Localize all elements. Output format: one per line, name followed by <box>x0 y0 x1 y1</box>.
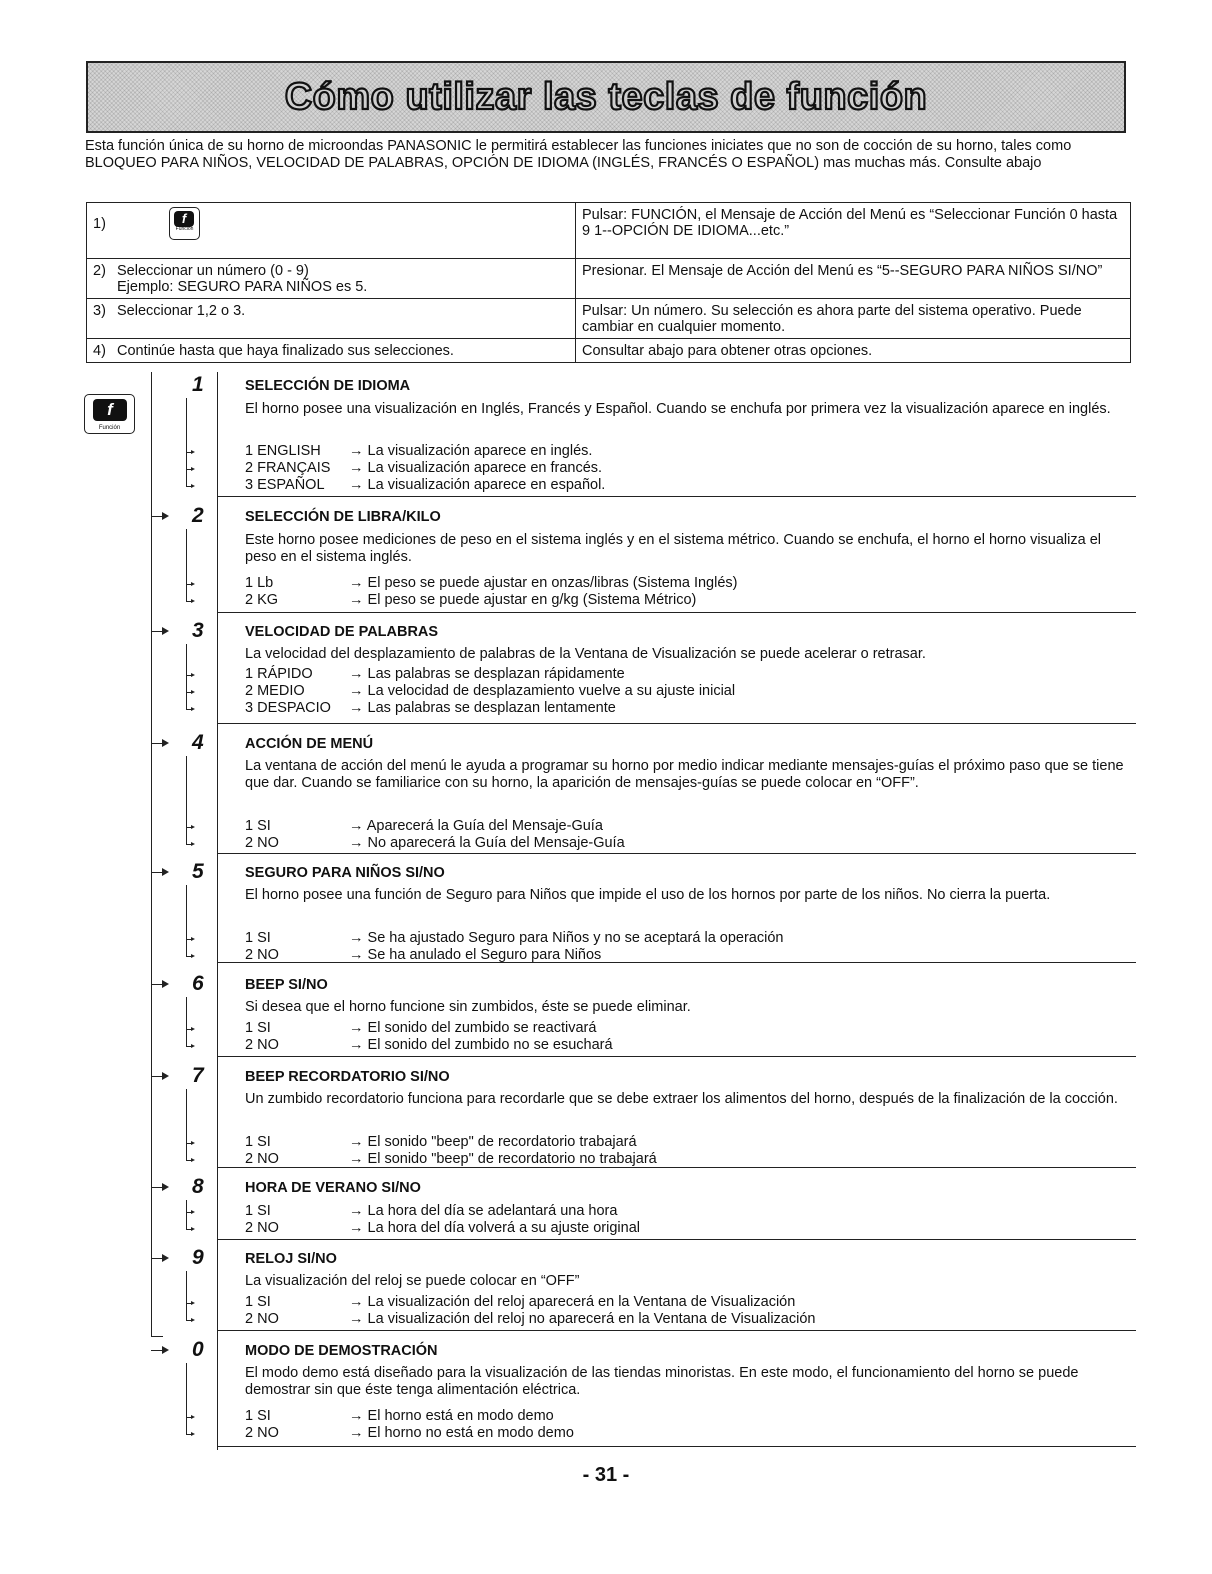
step-number: 3) <box>93 303 106 319</box>
option-key: 2 FRANÇAIS <box>245 460 331 476</box>
option-item <box>245 443 592 460</box>
option-digit: 5 <box>192 860 204 883</box>
option-branch-line <box>186 398 187 486</box>
step-1-left <box>87 203 576 259</box>
step-number: 2) <box>93 263 106 279</box>
steps-table <box>86 202 1131 363</box>
option-value: El peso se puede ajustar en g/kg (Sistema Métrico) <box>367 592 697 608</box>
option-title: SELECCIÓN DE LIBRA/KILO <box>245 509 441 525</box>
arrow-glyph: → <box>349 930 364 946</box>
option-key: 2 NO <box>245 1425 279 1441</box>
arrow-glyph: → <box>349 1203 364 1219</box>
option-digit: 0 <box>192 1338 204 1361</box>
option-arrow-icon <box>191 1210 195 1214</box>
option-arrow-icon <box>191 707 195 711</box>
option-item <box>245 930 783 947</box>
branch-arrow-icon <box>162 1072 169 1080</box>
option-separator <box>218 1167 1136 1168</box>
option-digit: 8 <box>192 1175 204 1198</box>
step-row-4 <box>87 339 1131 363</box>
option-digit: 4 <box>192 731 204 754</box>
branch-arrow-icon <box>162 627 169 635</box>
option-arrow-icon <box>191 1301 195 1305</box>
option-item <box>245 1311 815 1328</box>
function-option-9 <box>0 1246 1212 1335</box>
option-description: La ventana de acción del menú le ayuda a programar su horno por medio indicar mediante mensajes-guías el próximo paso que se tiene que dar. Cuando se familiarice con su horno, la aparición de mensajes-guías se puede colocar en “OFF”. <box>245 758 1124 791</box>
option-separator <box>218 1239 1136 1240</box>
option-key: 3 ESPAÑOL <box>245 477 325 493</box>
option-value: La visualización aparece en francés. <box>367 460 603 476</box>
step-4-right: Consultar abajo para obtener otras opciones. <box>576 339 1131 363</box>
branch-arrow-icon <box>162 1254 169 1262</box>
step-row-1 <box>87 203 1131 259</box>
option-arrow-icon <box>191 1158 195 1162</box>
option-value: La visualización del reloj aparecerá en la Ventana de Visualización <box>367 1294 796 1310</box>
function-key-caption: Función <box>175 226 194 232</box>
option-separator <box>218 1330 1136 1331</box>
option-arrow-icon <box>191 1227 195 1231</box>
option-arrow-icon <box>191 467 195 471</box>
option-branch-line <box>186 1363 187 1434</box>
function-option-0 <box>0 1338 1212 1451</box>
title-banner <box>86 61 1126 133</box>
option-digit: 3 <box>192 619 204 642</box>
option-value: Aparecerá la Guía del Mensaje-Guía <box>366 818 603 834</box>
arrow-glyph: → <box>349 666 364 682</box>
option-description: La velocidad del desplazamiento de palabras de la Ventana de Visualización se puede acelerar o retrasar. <box>245 646 926 662</box>
option-description: Si desea que el horno funcione sin zumbidos, éste se puede eliminar. <box>245 999 691 1015</box>
step-1-right: Pulsar: FUNCIÓN, el Mensaje de Acción del Menú es “Seleccionar Función 0 hasta 9 1--OPCIÓN DE IDIOMA...etc.” <box>576 203 1131 259</box>
option-arrow-icon <box>191 599 195 603</box>
option-branch-line <box>186 644 187 709</box>
step-4-left <box>87 339 576 363</box>
option-item <box>245 1020 596 1037</box>
arrow-glyph: → <box>349 1220 364 1236</box>
function-option-2 <box>0 504 1212 617</box>
option-value: La hora del día se adelantará una hora <box>367 1203 618 1219</box>
arrow-glyph: → <box>349 477 364 493</box>
option-key: 1 SI <box>245 1294 271 1310</box>
option-branch-line <box>186 1089 187 1160</box>
arrow-glyph: → <box>349 1311 364 1327</box>
option-key: 2 NO <box>245 1311 279 1327</box>
function-key-glyph: f <box>93 399 127 421</box>
option-description: La visualización del reloj se puede colocar en “OFF” <box>245 1273 580 1289</box>
option-item <box>245 1294 795 1311</box>
option-title: VELOCIDAD DE PALABRAS <box>245 624 439 640</box>
option-value: La velocidad de desplazamiento vuelve a su ajuste inicial <box>367 683 736 699</box>
step-2-text: Seleccionar un número (0 - 9) <box>117 263 309 279</box>
option-title: SELECCIÓN DE IDIOMA <box>245 378 411 394</box>
option-title: MODO DE DEMOSTRACIÓN <box>245 1343 438 1359</box>
option-arrow-icon <box>191 1027 195 1031</box>
branch-arrow-icon <box>162 739 169 747</box>
arrow-glyph: → <box>349 1134 364 1150</box>
option-item <box>245 835 625 852</box>
arrow-glyph: → <box>349 947 364 963</box>
option-key: 1 SI <box>245 1203 271 1219</box>
branch-arrow-icon <box>162 512 169 520</box>
option-separator <box>218 496 1136 497</box>
option-value: El peso se puede ajustar en onzas/libras (Sistema Inglés) <box>367 575 738 591</box>
option-separator <box>218 853 1136 854</box>
option-key: 1 SI <box>245 1134 271 1150</box>
step-2-right: Presionar. El Mensaje de Acción del Menú es “5--SEGURO PARA NIÑOS SI/NO” <box>576 259 1131 299</box>
option-title: SEGURO PARA NIÑOS SI/NO <box>245 865 445 881</box>
option-value: La visualización del reloj no aparecerá en la Ventana de Visualización <box>367 1311 816 1327</box>
option-key: 1 SI <box>245 818 271 834</box>
option-description: Este horno posee mediciones de peso en el sistema inglés y en el sistema métrico. Cuando se enchufa, el horno el horno visualiza el peso en el sistema inglés. <box>245 532 1101 565</box>
option-key: 2 NO <box>245 947 279 963</box>
arrow-glyph: → <box>349 460 364 476</box>
option-arrow-icon <box>191 1044 195 1048</box>
option-item <box>245 1151 657 1168</box>
option-arrow-icon <box>191 954 195 958</box>
option-digit: 9 <box>192 1246 204 1269</box>
option-digit: 7 <box>192 1064 204 1087</box>
option-value: Las palabras se desplazan lentamente <box>367 700 616 716</box>
option-digit: 2 <box>192 504 204 527</box>
branch-arrow-icon <box>162 868 169 876</box>
arrow-glyph: → <box>349 835 364 851</box>
option-key: 2 NO <box>245 835 279 851</box>
step-4-text: Continúe hasta que haya finalizado sus selecciones. <box>117 343 454 359</box>
option-title: BEEP SI/NO <box>245 977 328 993</box>
step-2-example: Ejemplo: SEGURO PARA NIÑOS es 5. <box>117 279 368 295</box>
option-branch-line <box>186 885 187 956</box>
option-branch-line <box>186 756 187 844</box>
option-branch-line <box>186 1200 187 1229</box>
option-key: 1 Lb <box>245 575 274 591</box>
option-separator <box>218 1446 1136 1447</box>
branch-arrow-icon <box>162 980 169 988</box>
option-value: Las palabras se desplazan rápidamente <box>367 666 625 682</box>
option-title: RELOJ SI/NO <box>245 1251 337 1267</box>
option-arrow-icon <box>191 450 195 454</box>
option-arrow-icon <box>191 1432 195 1436</box>
option-arrow-icon <box>191 582 195 586</box>
option-digit: 6 <box>192 972 204 995</box>
option-separator <box>218 962 1136 963</box>
option-separator <box>218 612 1136 613</box>
option-key: 1 SI <box>245 1408 271 1424</box>
option-value: Se ha ajustado Seguro para Niños y no se aceptará la operación <box>367 930 784 946</box>
option-value: La visualización aparece en inglés. <box>367 443 593 459</box>
function-option-3 <box>0 619 1212 728</box>
option-item <box>245 683 735 700</box>
step-3-right: Pulsar: Un número. Su selección es ahora parte del sistema operativo. Puede cambiar en cualquier momento. <box>576 299 1131 339</box>
option-key: 1 ENGLISH <box>245 443 321 459</box>
function-option-7 <box>0 1064 1212 1172</box>
function-option-5 <box>0 860 1212 967</box>
option-branch-line <box>186 997 187 1046</box>
option-separator <box>218 723 1136 724</box>
arrow-glyph: → <box>349 575 364 591</box>
option-value: El horno está en modo demo <box>367 1408 554 1424</box>
option-value: El horno no está en modo demo <box>367 1425 574 1441</box>
option-item <box>245 1220 640 1237</box>
flow-trunk-hook <box>151 1336 163 1337</box>
arrow-glyph: → <box>349 818 364 834</box>
step-3-text: Seleccionar 1,2 o 3. <box>117 303 246 319</box>
option-title: BEEP RECORDATORIO SI/NO <box>245 1069 450 1085</box>
option-key: 2 NO <box>245 1037 279 1053</box>
step-2-left <box>87 259 576 299</box>
option-arrow-icon <box>191 673 195 677</box>
option-arrow-icon <box>191 484 195 488</box>
function-option-6 <box>0 972 1212 1061</box>
option-value: Se ha anulado el Seguro para Niños <box>367 947 602 963</box>
option-arrow-icon <box>191 937 195 941</box>
branch-arrow-icon <box>162 1346 169 1354</box>
intro-paragraph: Esta función única de su horno de microondas PANASONIC le permitirá establecer las funciones iniciates que no son de cocción de su horno, tales como BLOQUEO PARA NIÑOS, VELOCIDAD DE PALABRAS, OPCIÓN DE IDIOMA (INGLÉS, FRANCÉS O ESPAÑOL) mas muchas más. Consulte abajo <box>85 138 1072 171</box>
step-3-left <box>87 299 576 339</box>
function-option-4 <box>0 731 1212 858</box>
option-arrow-icon <box>191 1141 195 1145</box>
option-item <box>245 1134 637 1151</box>
option-arrow-icon <box>191 690 195 694</box>
option-item <box>245 1037 613 1054</box>
option-item <box>245 666 625 683</box>
option-item <box>245 700 616 717</box>
option-item <box>245 1408 554 1425</box>
page-title: Cómo utilizar las teclas de función <box>284 75 928 118</box>
option-value: No aparecerá la Guía del Mensaje-Guía <box>367 835 625 851</box>
option-value: El sonido "beep" de recordatorio trabajará <box>367 1134 637 1150</box>
arrow-glyph: → <box>349 1408 364 1424</box>
option-description: El horno posee una visualización en Inglés, Francés y Español. Cuando se enchufa por primera vez la visualización aparece en inglés. <box>245 401 1111 417</box>
arrow-glyph: → <box>349 1294 364 1310</box>
page-number: - 31 - <box>582 1464 630 1486</box>
option-arrow-icon <box>191 1415 195 1419</box>
step-row-2 <box>87 259 1131 299</box>
arrow-glyph: → <box>349 443 364 459</box>
option-item <box>245 575 737 592</box>
function-key-glyph: f <box>174 211 194 227</box>
option-item <box>245 460 602 477</box>
function-option-1 <box>0 373 1212 501</box>
option-key: 1 SI <box>245 1020 271 1036</box>
arrow-glyph: → <box>349 1425 364 1441</box>
step-number: 4) <box>93 343 106 359</box>
option-title: HORA DE VERANO SI/NO <box>245 1180 421 1196</box>
step-row-3 <box>87 299 1131 339</box>
option-title: ACCIÓN DE MENÚ <box>245 736 374 752</box>
option-item <box>245 818 603 835</box>
option-key: 3 DESPACIO <box>245 700 331 716</box>
arrow-glyph: → <box>349 1037 364 1053</box>
step-number: 1) <box>93 216 106 232</box>
option-value: La hora del día volverá a su ajuste original <box>367 1220 640 1236</box>
option-arrow-icon <box>191 1318 195 1322</box>
option-key: 2 MEDIO <box>245 683 305 699</box>
option-branch-line <box>186 1271 187 1320</box>
option-value: El sonido del zumbido no se esuchará <box>367 1037 613 1053</box>
arrow-glyph: → <box>349 700 364 716</box>
option-digit: 1 <box>192 373 204 396</box>
option-value: La visualización aparece en español. <box>367 477 606 493</box>
option-description: Un zumbido recordatorio funciona para recordarle que se debe extraer los alimentos del horno, después de la finalización de la cocción. <box>245 1091 1118 1107</box>
arrow-glyph: → <box>349 1020 364 1036</box>
option-separator <box>218 1056 1136 1057</box>
function-key-caption: Función <box>98 425 121 431</box>
option-description: El modo demo está diseñado para la visualización de las tiendas minoristas. En este modo, el funcionamiento del horno se puede demostrar sin que éste tenga alimentación eléctrica. <box>245 1365 1079 1398</box>
option-arrow-icon <box>191 842 195 846</box>
arrow-glyph: → <box>349 592 364 608</box>
arrow-glyph: → <box>349 1151 364 1167</box>
option-key: 1 RÁPIDO <box>245 666 313 682</box>
function-key-icon <box>169 207 200 240</box>
option-value: El sonido del zumbido se reactivará <box>367 1020 597 1036</box>
option-value: El sonido "beep" de recordatorio no trabajará <box>367 1151 657 1167</box>
arrow-glyph: → <box>349 683 364 699</box>
option-key: 1 SI <box>245 930 271 946</box>
function-option-8 <box>0 1175 1212 1244</box>
option-item <box>245 592 696 609</box>
option-arrow-icon <box>191 825 195 829</box>
branch-arrow-icon <box>162 1183 169 1191</box>
option-item <box>245 1425 574 1442</box>
option-item <box>245 477 605 494</box>
option-branch-line <box>186 529 187 601</box>
option-description: El horno posee una función de Seguro para Niños que impide el uso de los hornos por parte de los niños. No cierra la puerta. <box>245 887 1051 903</box>
option-key: 2 NO <box>245 1151 279 1167</box>
option-key: 2 NO <box>245 1220 279 1236</box>
option-item <box>245 1203 617 1220</box>
option-key: 2 KG <box>245 592 279 608</box>
